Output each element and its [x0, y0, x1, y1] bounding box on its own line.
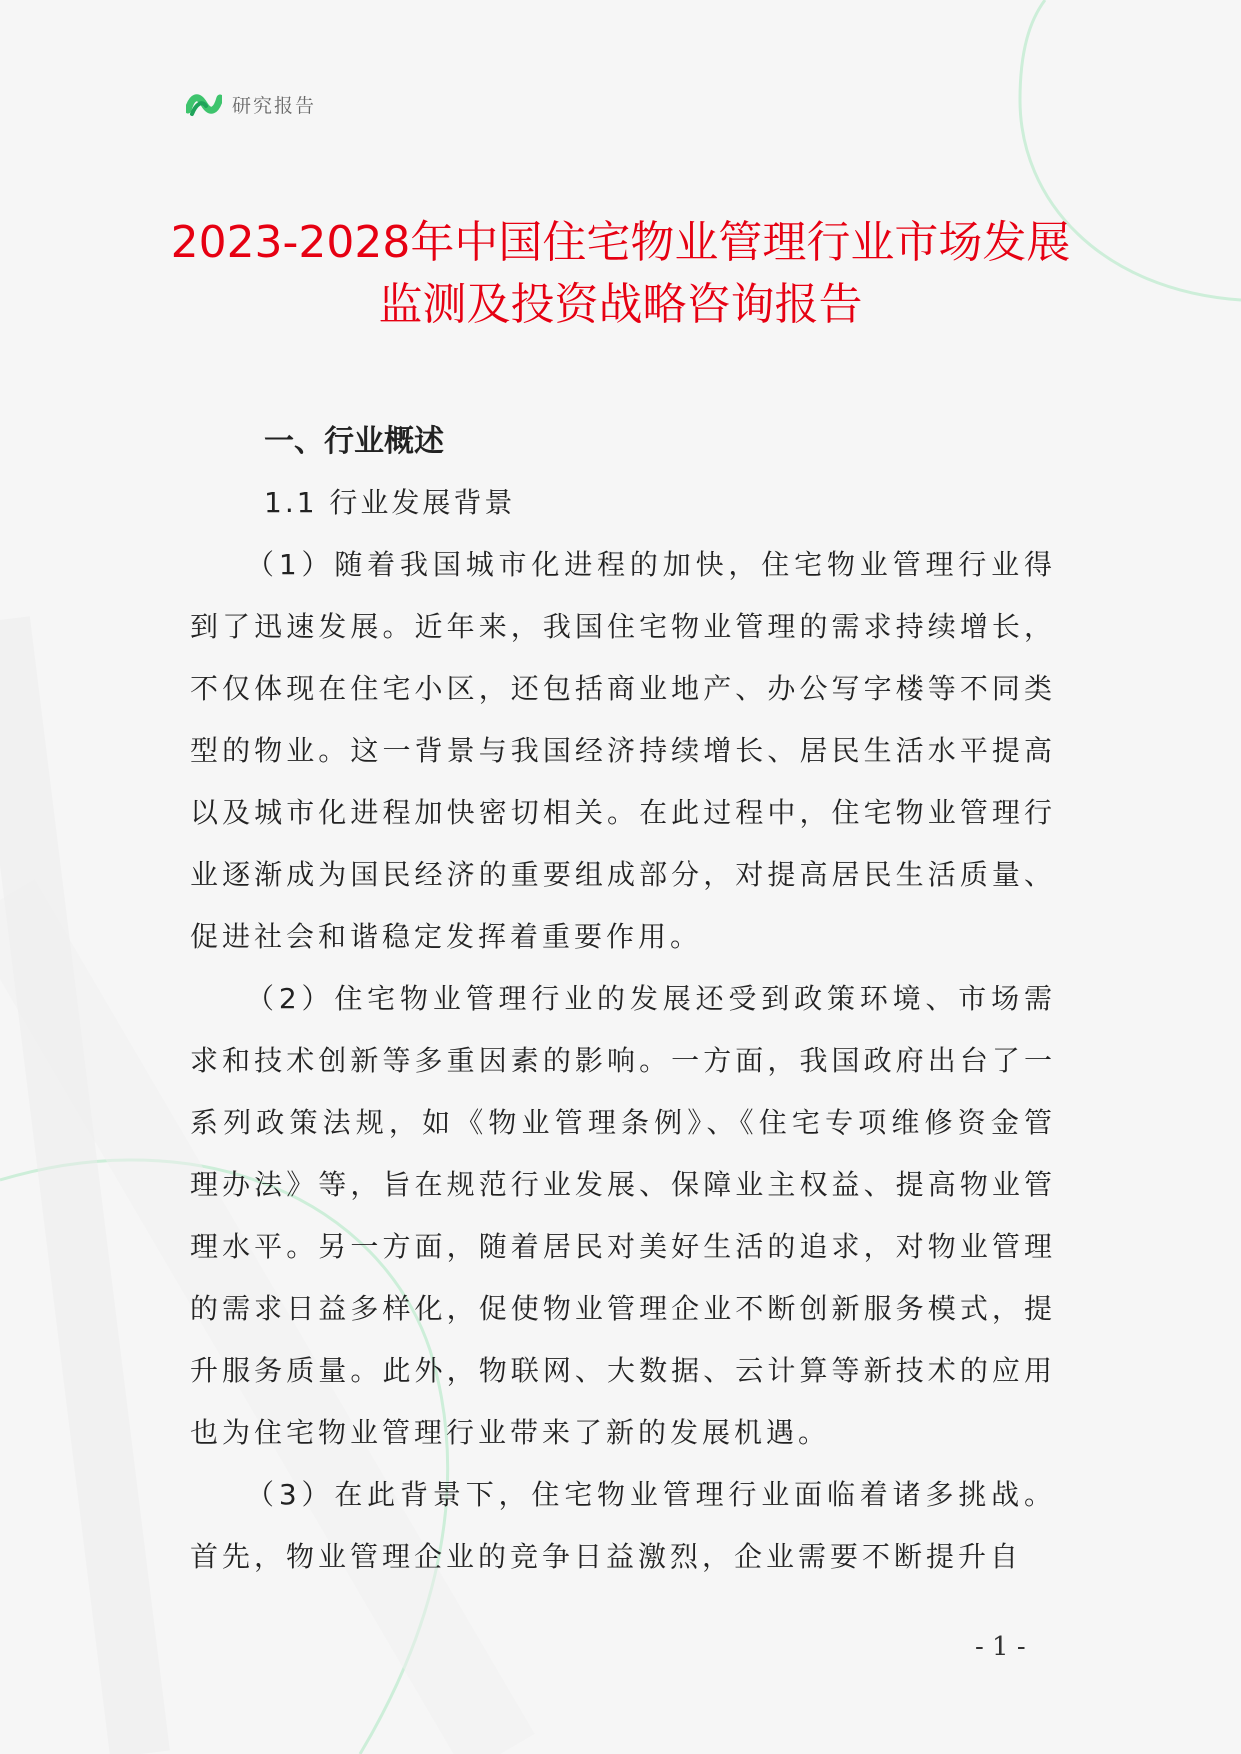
- paragraph-2: （2）住宅物业管理行业的发展还受到政策环境、市场需求和技术创新等多重因素的影响。一方面，我国政府出台了一系列政策法规，如《物业管理条例》、《住宅专项维修资金管理办法》等，旨在规范行业发展、保障业主权益、提高物业管理水平。另一方面，随着居民对美好生活的追求，对物业管理的需求日益多样化，促使物业管理企业不断创新服务模式，提升服务质量。此外，物联网、大数据、云计算等新技术的应用也为住宅物业管理行业带来了新的发展机遇。: [190, 982, 1056, 1449]
- report-title: 2023-2028年中国住宅物业管理行业市场发展监测及投资战略咨询报告: [170, 217, 1071, 330]
- header-label: 研究报告: [232, 94, 317, 117]
- page-number: - 1 -: [975, 1632, 1026, 1662]
- report-header: [186, 90, 316, 118]
- paragraph-3: （3）在此背景下，住宅物业管理行业面临着诸多挑战。首先，物业管理企业的竞争日益激烈，企业需要不断提升自: [190, 1478, 1056, 1573]
- section-heading: 一、行业概述: [264, 424, 444, 459]
- paragraph-1: （1）随着我国城市化进程的加快，住宅物业管理行业得到了迅速发展。近年来，我国住宅物业管理的需求持续增长，不仅体现在住宅小区，还包括商业地产、办公写字楼等不同类型的物业。这一背景与我国经济持续增长、居民生活水平提高以及城市化进程加快密切相关。在此过程中，住宅物业管理行业逐渐成为国民经济的重要组成部分，对提高居民生活质量、促进社会和谐稳定发挥着重要作用。: [190, 548, 1056, 953]
- subsection-heading: 1.1 行业发展背景: [264, 486, 516, 519]
- document-body: [190, 412, 1056, 1588]
- brand-logo-icon: [186, 90, 222, 118]
